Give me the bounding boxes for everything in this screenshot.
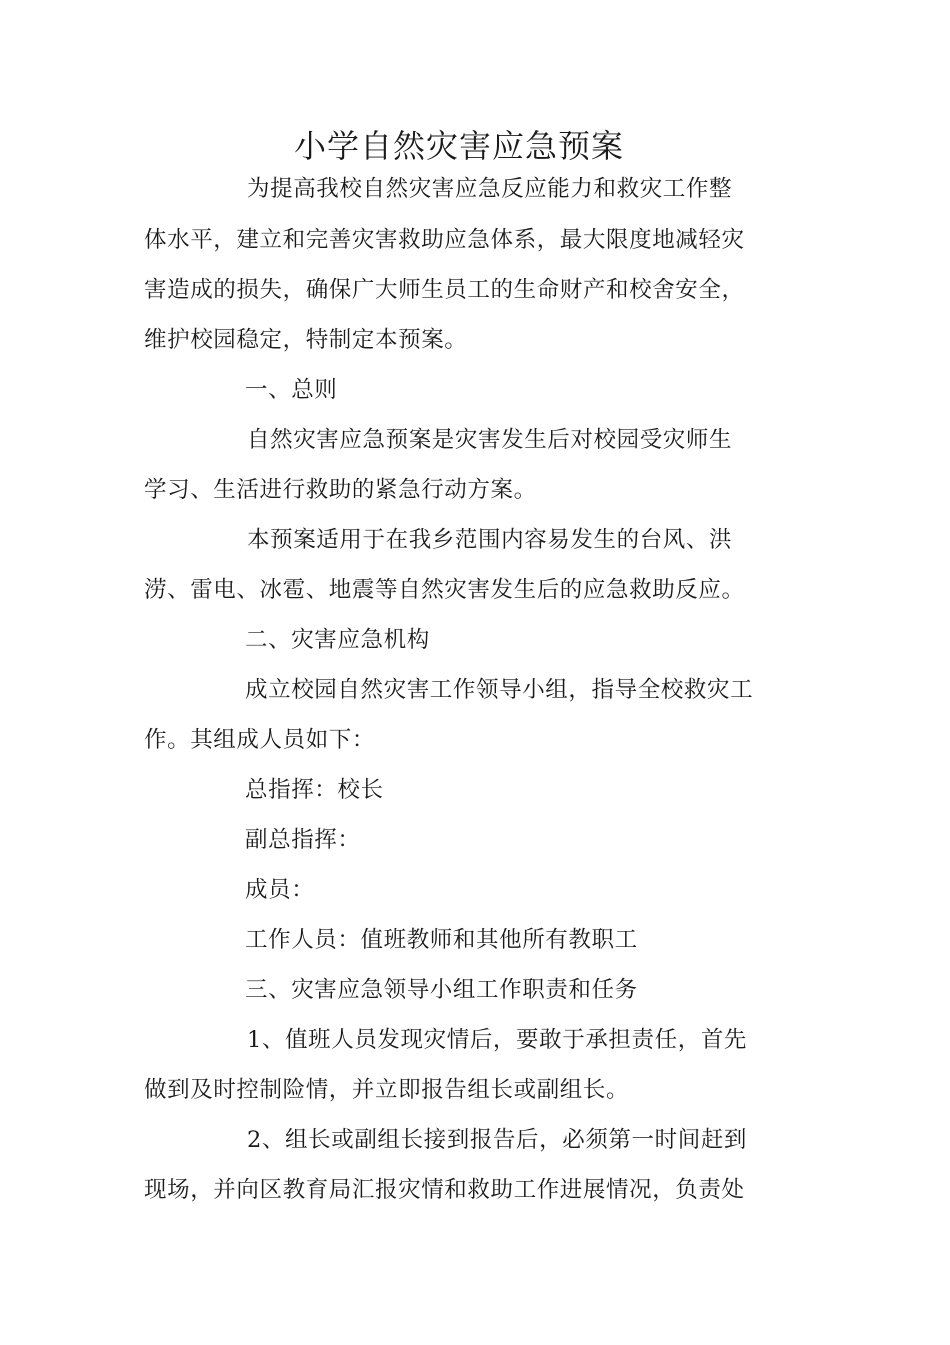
- intro-line-1: 为提高我校自然灾害应急反应能力和救灾工作整: [247, 176, 733, 202]
- section-heading-general: 一、总则: [245, 377, 338, 403]
- general-paragraph-2-line-2: 涝、雷电、冰雹、地震等自然灾害发生后的应急救助反应。: [144, 577, 745, 603]
- member-staff: 工作人员：值班教师和其他所有教职工: [245, 927, 638, 953]
- duty-2-line-1: 2、组长或副组长接到报告后，必须第一时间赶到: [247, 1127, 748, 1153]
- member-members: 成员：: [245, 877, 315, 903]
- intro-line-2: 体水平，建立和完善灾害救助应急体系，最大限度地减轻灾: [144, 227, 745, 253]
- duty-2-line-2: 现场，并向区教育局汇报灾情和救助工作进展情况，负责处: [144, 1177, 745, 1203]
- duty-1-line-1: 1、值班人员发现灾情后，要敢于承担责任，首先: [247, 1027, 748, 1053]
- document-title: 小学自然灾害应急预案: [293, 127, 624, 165]
- general-paragraph-1-line-1: 自然灾害应急预案是灾害发生后对校园受灾师生: [247, 427, 733, 453]
- intro-line-3: 害造成的损失，确保广大师生员工的生命财产和校舍安全，: [144, 277, 745, 303]
- member-commander: 总指挥：校长: [245, 777, 384, 803]
- general-paragraph-1-line-2: 学习、生活进行救助的紧急行动方案。: [144, 477, 537, 503]
- general-paragraph-2-line-1: 本预案适用于在我乡范围内容易发生的台风、洪: [247, 527, 733, 553]
- section-heading-organization: 二、灾害应急机构: [245, 627, 430, 653]
- duty-1-line-2: 做到及时控制险情，并立即报告组长或副组长。: [144, 1077, 630, 1103]
- organization-paragraph-line-1: 成立校园自然灾害工作领导小组，指导全校救灾工: [245, 677, 754, 703]
- organization-paragraph-line-2: 作。其组成人员如下：: [144, 727, 376, 753]
- intro-line-4: 维护校园稳定，特制定本预案。: [144, 327, 468, 353]
- member-deputy-commander: 副总指挥：: [245, 827, 361, 853]
- section-heading-duties: 三、灾害应急领导小组工作职责和任务: [245, 977, 638, 1003]
